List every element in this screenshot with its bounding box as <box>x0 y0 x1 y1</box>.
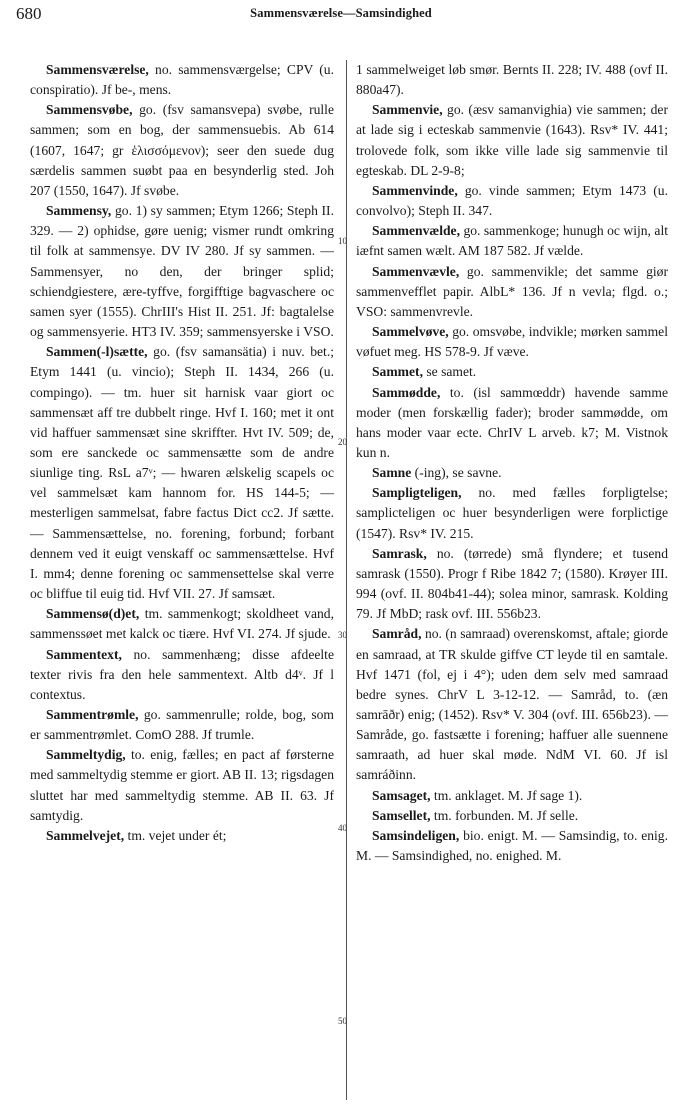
page-header <box>16 4 666 26</box>
entry-body: 1 sammelweiget løb smør. Bernts II. 228; IV. 488 (ovf II. 880a47). <box>356 62 668 98</box>
entry-body: go. 1) sy sammen; Etym 1266; Steph II. 329. — 2) ophidse, gøre uenig; vismer rundt omkring til folk at sammensye. DV IV 280. Jf sy sammen. — Sammensyer, no den, der bringer splid; schiendgiestere, ære-tyffve, forgifftige bagvaschere oc samen syer (1555). ChrIII's Hist II. 251. Jf: bagtalelse og sammensyerie. HT3 IV. 359; sammensyerske i VSO. <box>30 203 334 340</box>
entry-body: tm. sammenkogt; skoldheet vand, sammenssøet met kalck oc tiære. Hvf VI. 274. Jf sjude. <box>30 606 334 642</box>
entry-body: no. (n samraad) overenskomst, aftale; giorde en samraad, at TR skulde giffve CT leyde til en samtale. Hvf 1471 (fol, ej i 4°); uden dem selv med samraad bedre synes. ChrV L 3-12-12. — Samråd, to. (æn samrāðr) enig; (1452). Rsv* V. 304 (ovf. III. 656b23). — Samråde, go. fastsætte i forening; haffuer alle suennene samraath, ad huer skal møde. NdM VI. 60. Jf isl samráðinn. <box>356 626 668 783</box>
line-number: 20 <box>338 437 347 447</box>
dictionary-entry <box>356 544 668 625</box>
entry-headword: Sammenvælde, <box>372 223 460 239</box>
dictionary-entry <box>356 262 668 322</box>
entry-headword: Sammentext, <box>46 646 122 662</box>
running-title: Sammensværelse—Samsindighed <box>250 6 432 20</box>
entry-headword: Sammenvie, <box>372 102 443 118</box>
line-number: 40 <box>338 823 347 833</box>
entry-headword: Samne <box>372 465 412 481</box>
entry-body: to. (isl sammœddr) havende samme moder (men forskællig fader); broder sammødde, om hans moder vaar ecte. ChrIV L arveb. k7; M. Vistnok kun n. <box>356 384 668 460</box>
entry-body: (-ing), se savne. <box>411 465 502 481</box>
entry-body: go. sammenrulle; rolde, bog, som er sammentrømlet. ComO 288. Jf trumle. <box>30 707 334 743</box>
entry-body: go. sammenvikle; det samme giør sammenvefflet papir. AlbL* 136. Jf n vevla; flgd. o.; VSO: sammenvrevle. <box>356 263 668 319</box>
entry-body: go. sammenkoge; hunugh oc wijn, alt iæfnt samen wælt. AM 187 582. Jf vælde. <box>356 223 668 259</box>
column-divider <box>346 60 347 1100</box>
entry-body: go. (fsv samansvepa) svøbe, rulle sammen; som en bog, der sammensuebis. Ab 614 (1607, 1647; gr ἑλισσόμενον); seer den suede dug særdelis sammen suøbt paa en besynderlig sted. Joh 207 (1550, 1647). Jf svøbe. <box>30 102 334 198</box>
entry-headword: Sammensvøbe, <box>46 102 133 118</box>
dictionary-entry <box>30 705 334 745</box>
dictionary-entry <box>356 100 668 181</box>
entry-headword: Samsindeligen, <box>372 827 460 843</box>
entry-headword: Samrask, <box>372 545 427 561</box>
entry-body: go. omsvøbe, indvikle; mørken sammel vøfuet meg. HS 578-9. Jf væve. <box>356 324 668 360</box>
dictionary-entry <box>356 624 668 785</box>
entry-headword: Samråd, <box>372 626 422 642</box>
dictionary-entry <box>356 322 668 362</box>
dictionary-entry <box>356 786 668 806</box>
entry-body: tm. anklaget. M. Jf sage 1). <box>430 787 583 803</box>
dictionary-entry <box>356 362 668 382</box>
entry-headword: Sammensy, <box>46 203 112 219</box>
entry-headword: Sammenvinde, <box>372 182 458 198</box>
dictionary-entry <box>356 826 668 866</box>
dictionary-entry <box>30 826 334 846</box>
entry-headword: Sammelvøve, <box>372 324 449 340</box>
dictionary-entry <box>30 201 334 342</box>
entry-body: no. (tørrede) små flyndere; et tusend samrask (1550). Progr f Ribe 1842 7; (1580). Krøyer III. 994 (ovf. II. 804b41-44); solea minor, samrask. Kolding 79. Jf MbD; rask ovf. III. 556b23. <box>356 545 668 622</box>
entry-body: to. enig, fælles; en pact af førsterne med sammeltydig stemme er giort. AB II. 13; rigsdagen sluttet har med sammeltydig stemme. AB II. 63. Jf samtydig. <box>30 747 334 823</box>
dictionary-entry <box>356 221 668 261</box>
entry-headword: Sammentrømle, <box>46 707 139 722</box>
dictionary-entry <box>356 806 668 826</box>
entry-headword: Sammelvejet, <box>46 827 125 843</box>
entry-headword: Sammen(-l)sætte, <box>46 344 148 360</box>
entry-body: no. sammensværgelse; CPV (u. conspiratio). Jf be-, mens. <box>30 62 334 98</box>
dictionary-entry <box>30 60 334 100</box>
right-column <box>356 60 668 866</box>
entry-body: se samet. <box>422 364 477 380</box>
entry-headword: Samsaget, <box>372 787 431 803</box>
entry-body: no. sammenhæng; disse afdeelte texter rivis fra den hele sammentext. Altb d4ᵛ. Jf l contextus. <box>30 646 334 702</box>
entry-body: no. med fælles forpligtelse; samplicteligen oc huer besynderligen were forplictige (1547). Rsv* IV. 215. <box>356 485 668 541</box>
dictionary-entry <box>30 645 334 705</box>
page-number: 680 <box>16 4 42 23</box>
dictionary-entry <box>356 483 668 543</box>
dictionary-entry <box>30 745 334 826</box>
entry-headword: Sammensø(d)et, <box>46 606 140 622</box>
dictionary-entry <box>356 60 668 100</box>
entry-body: tm. forbunden. M. Jf selle. <box>430 807 579 823</box>
entry-headword: Sammet, <box>372 364 423 380</box>
line-number: 50 <box>338 1016 347 1026</box>
entry-headword: Sammenvævle, <box>372 263 460 279</box>
entry-headword: Sammensværelse, <box>46 62 149 77</box>
dictionary-entry <box>30 604 334 644</box>
entry-headword: Samsellet, <box>372 807 431 823</box>
entry-headword: Sammeltydig, <box>46 747 126 763</box>
entry-body: go. (æsv samanvighia) vie sammen; der at lade sig i ecteskab sammenvie (1643). Rsv* IV. 441; trolovede folk, som ikke ville lade sig sammenvie til egteskab. DL 2-9-8; <box>356 102 668 178</box>
entry-body: tm. vejet under ét; <box>124 827 227 843</box>
entry-body: bio. enigt. M. — Samsindig, to. enig. M. — Samsindighed, no. enighed. M. <box>356 827 668 864</box>
dictionary-entry <box>356 383 668 464</box>
line-number: 30 <box>338 630 347 640</box>
dictionary-entry <box>30 100 334 201</box>
entry-headword: Sammødde, <box>372 384 441 400</box>
dictionary-entry <box>30 342 334 604</box>
line-number: 10 <box>338 236 347 246</box>
dictionary-entry <box>356 181 668 221</box>
entry-body: go. vinde sammen; Etym 1473 (u. convolvo); Steph II. 347. <box>356 182 668 219</box>
left-column <box>30 60 334 846</box>
dictionary-entry <box>356 463 668 483</box>
entry-body: go. (fsv samansätia) i nuv. bet.; Etym 1441 (u. vincio); Steph II. 1434, 266 (u. compingo). — tm. huer sit harnisk vaar giort oc sammensæt aff tre dubbelt ringe. Hvf I. 160; met it ont vid haffuer sammensæt sine skriffter. Hvt IV. 509; de, som ere sanckede oc sammensætte som de andre siunlige ting. RsL a7ᵛ; — hwaren ælskelig scapels oc vel sammelsæt kam hannom for. HS 144-5; — mesterligen sammelsat, fabre factus Dict cc2. Jf sætte. — Sammensættelse, no. forening, forbund; forbant dennem ved it euigt venskaff oc sammensættelse. Hvf I. mm4; denne forening oc sammensettelse skal verre oc bliffue til euig tid. Hvf VII. 27. Jf samsæt. <box>30 344 334 602</box>
entry-headword: Sampligteligen, <box>372 485 462 501</box>
